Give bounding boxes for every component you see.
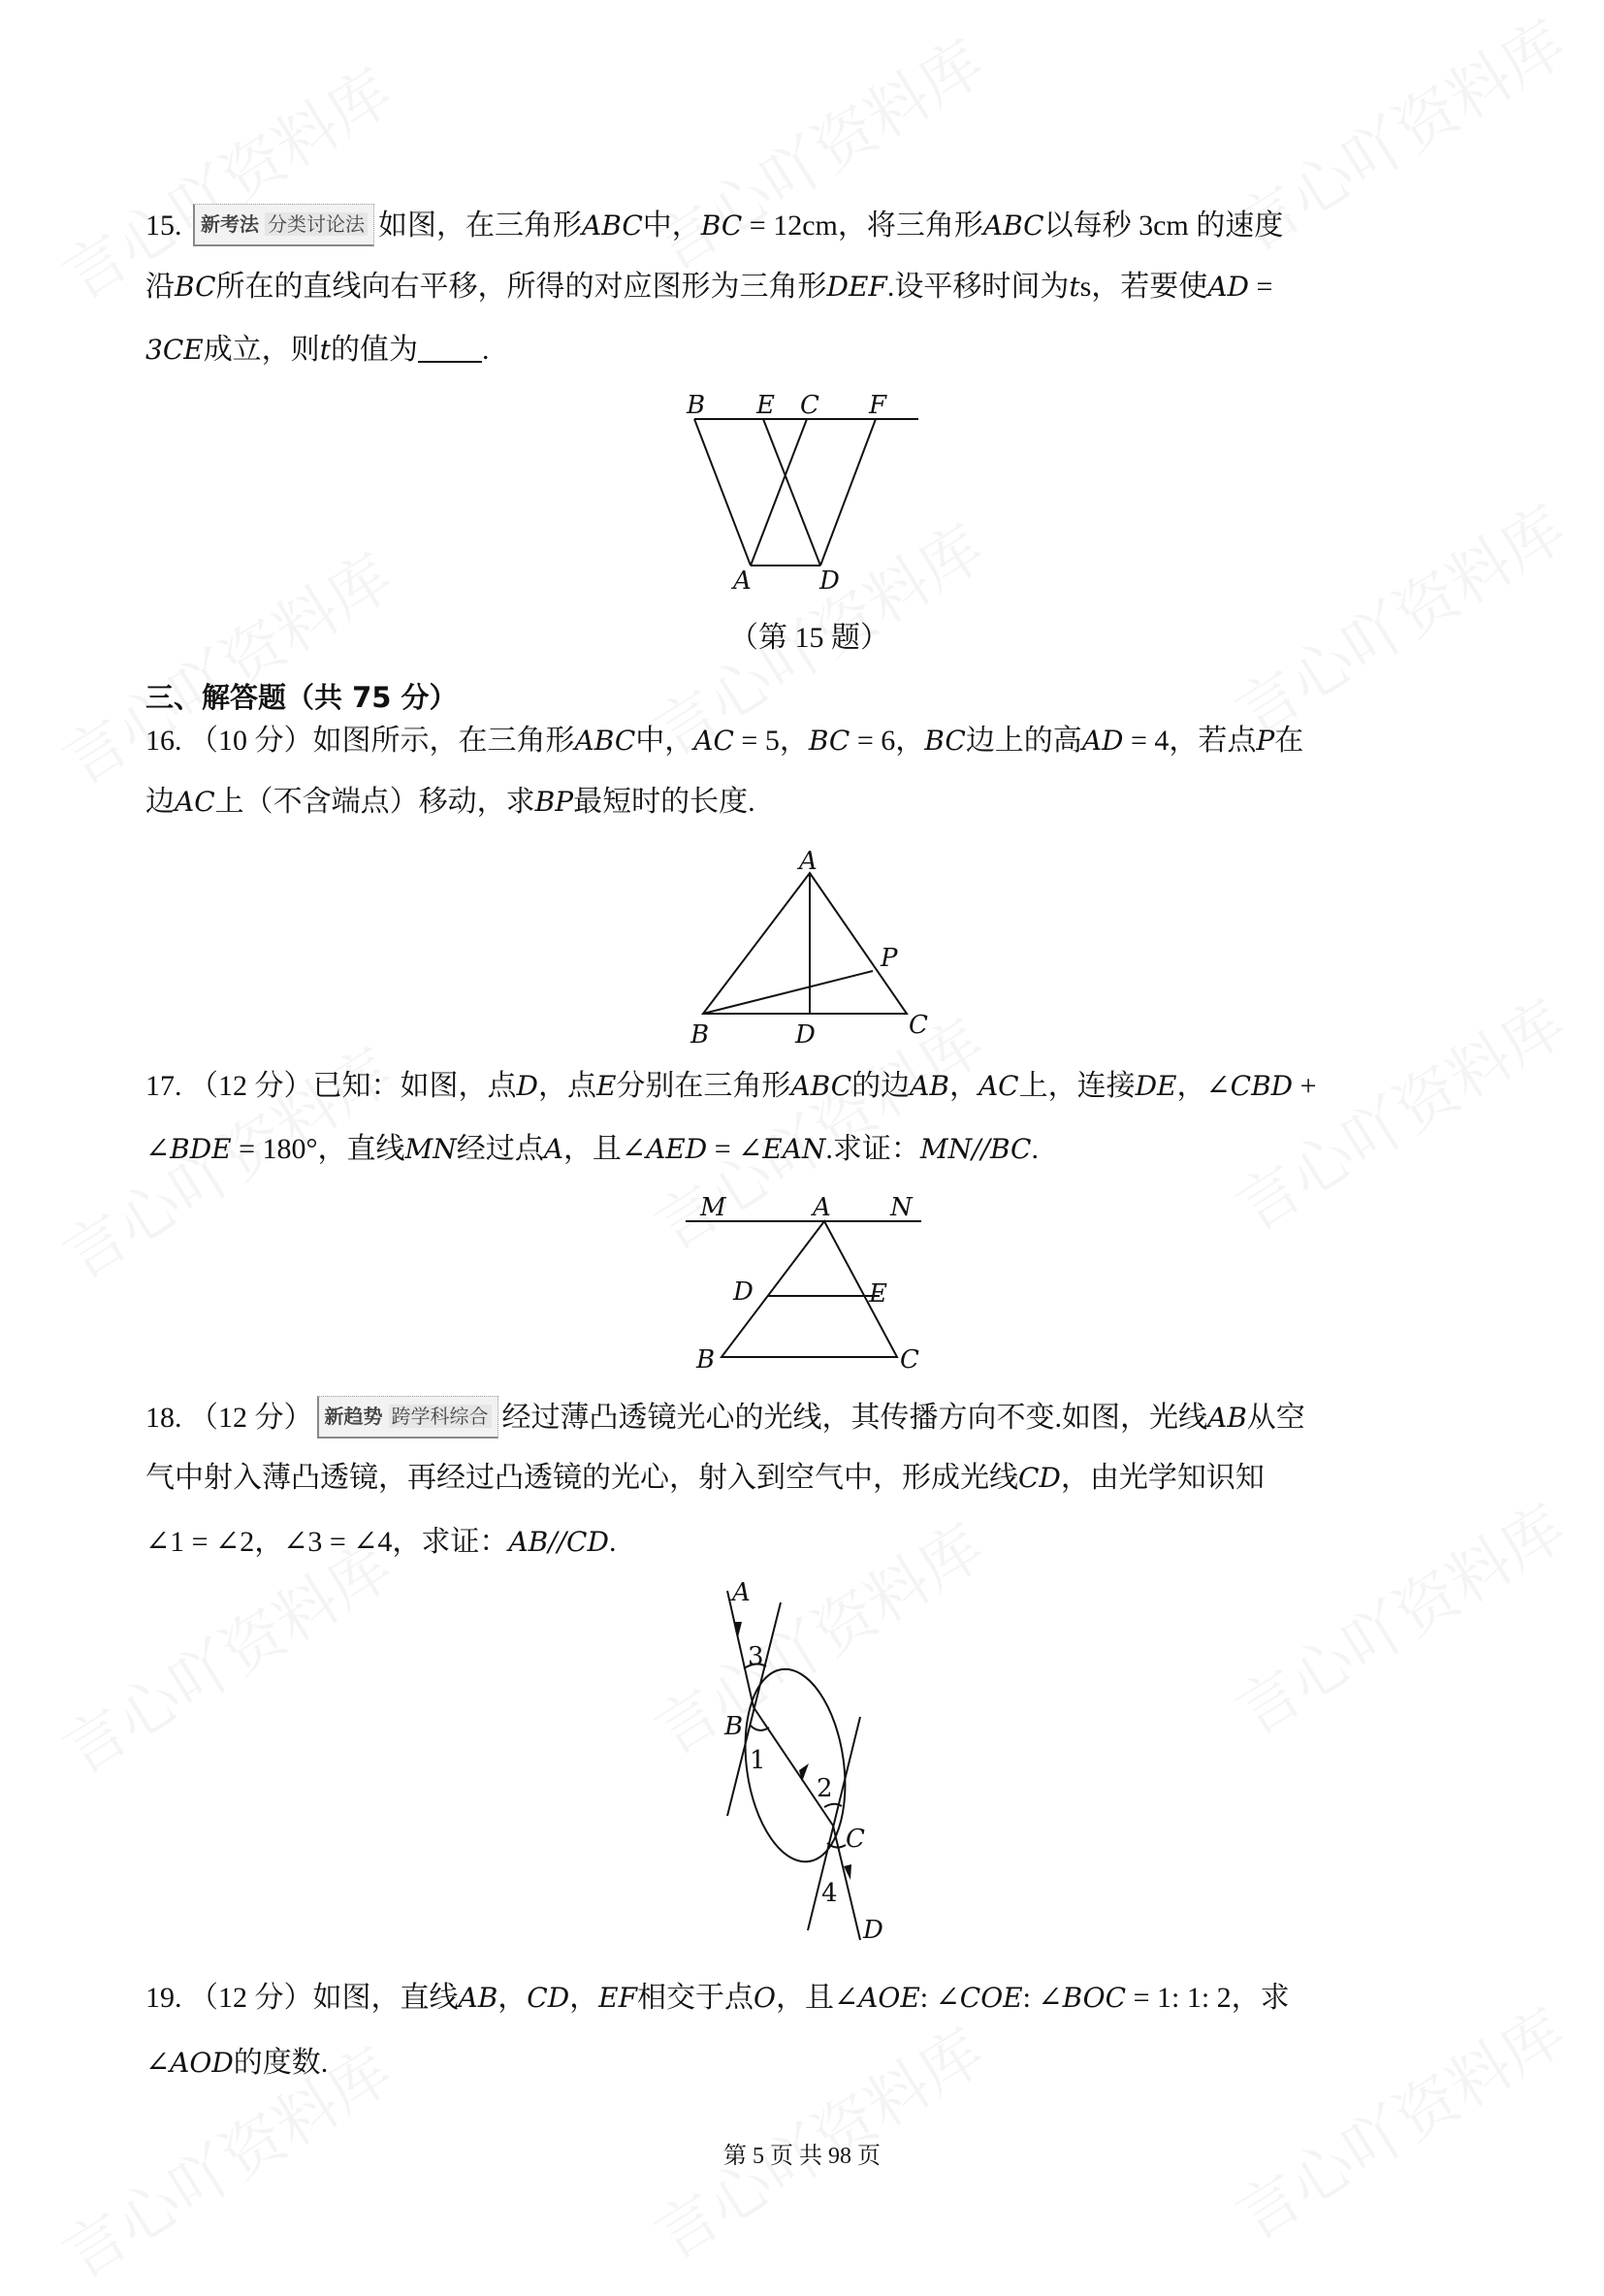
angle-3-label: 3 bbox=[748, 1642, 764, 1671]
q19-line-1 bbox=[145, 1979, 1290, 2018]
text-segment: ， bbox=[948, 1070, 978, 1102]
math-expression: CD bbox=[1018, 1462, 1061, 1494]
text-segment: = 12cm，将三角形 bbox=[742, 210, 983, 242]
text-segment: ， bbox=[497, 1982, 528, 2014]
text-segment: = 180°，直线 bbox=[231, 1133, 405, 1165]
label-F: F bbox=[869, 391, 887, 420]
label-B: B bbox=[687, 391, 706, 420]
math-expression: AOD bbox=[170, 2047, 234, 2079]
math-expression: BC bbox=[924, 725, 966, 757]
math-expression: ABC bbox=[790, 1070, 852, 1102]
label-B: B bbox=[696, 1345, 716, 1374]
text-segment: 从空 bbox=[1246, 1402, 1305, 1434]
text-segment: 的值为 bbox=[330, 334, 418, 366]
text-segment: . bbox=[481, 334, 490, 366]
text-segment: 的边 bbox=[851, 1070, 911, 1102]
text-segment: ∠ bbox=[145, 1133, 171, 1165]
math-expression: EAN bbox=[762, 1133, 826, 1165]
math-expression: ABC bbox=[982, 210, 1044, 242]
text-segment: = 6， bbox=[850, 725, 925, 757]
text-segment: 上（不含端点）移动，求 bbox=[214, 786, 535, 818]
text-segment: 19. （12 分）如图，直线 bbox=[145, 1982, 459, 2014]
text-segment: 成立，则 bbox=[203, 334, 320, 366]
text-segment: 边 bbox=[145, 786, 175, 818]
label-A: A bbox=[813, 1193, 831, 1222]
text-segment: 18. （12 分） bbox=[145, 1402, 313, 1434]
text-segment: 15. bbox=[145, 210, 189, 242]
math-expression: BOC bbox=[1062, 1982, 1127, 2014]
text-segment: 气中射入薄凸透镜，再经过凸透镜的光心，射入到空气中，形成光线 bbox=[145, 1462, 1018, 1494]
math-expression: D bbox=[516, 1070, 538, 1102]
label-D: D bbox=[819, 566, 840, 596]
tag-primary: 新趋势 bbox=[324, 1405, 383, 1428]
page-footer: 第 5 页 共 98 页 bbox=[723, 2144, 881, 2169]
math-expression: AD bbox=[1081, 725, 1124, 757]
text-segment: 中， bbox=[635, 725, 694, 757]
text-segment: 所在的直线向右平移，所得的对应图形为三角形 bbox=[215, 271, 827, 303]
text-segment: = 4，若点 bbox=[1123, 725, 1257, 757]
text-segment: ∠1 = ∠2，∠3 = ∠4，求证： bbox=[145, 1526, 509, 1558]
text-segment: : ∠ bbox=[1022, 1982, 1063, 2014]
math-expression: AOE bbox=[858, 1982, 920, 2014]
math-expression: DE bbox=[1135, 1070, 1177, 1102]
figure-caption-q15: （第 15 题） bbox=[729, 622, 889, 654]
text-segment: 沿 bbox=[145, 271, 175, 303]
label-N: N bbox=[890, 1193, 913, 1222]
math-expression: P bbox=[1256, 725, 1275, 757]
label-E: E bbox=[869, 1279, 887, 1309]
math-expression: ABC bbox=[574, 725, 636, 757]
text-segment: 以每秒 3cm 的速度 bbox=[1043, 210, 1284, 242]
text-segment: : ∠ bbox=[919, 1982, 960, 2014]
text-segment: 经过薄凸透镜光心的光线，其传播方向不变.如图，光线 bbox=[501, 1402, 1207, 1434]
text-segment: ，∠ bbox=[1176, 1070, 1231, 1102]
angle-4-label: 4 bbox=[821, 1879, 838, 1908]
label-D: D bbox=[863, 1916, 883, 1945]
label-E: E bbox=[756, 391, 775, 420]
math-expression: AB bbox=[910, 1070, 949, 1102]
text-segment: = bbox=[1248, 271, 1273, 303]
math-expression: 3CE bbox=[145, 334, 204, 366]
math-expression: MN bbox=[404, 1133, 457, 1165]
text-segment: + bbox=[1293, 1070, 1317, 1102]
text-segment: ∠ bbox=[145, 2047, 171, 2079]
label-D: D bbox=[795, 1020, 816, 1050]
label-D: D bbox=[733, 1277, 754, 1307]
q19-line-2 bbox=[145, 2044, 328, 2083]
math-expression: BDE bbox=[170, 1133, 232, 1165]
text-segment: 相交于点 bbox=[637, 1982, 754, 2014]
label-P: P bbox=[881, 944, 898, 973]
math-expression: AB bbox=[458, 1982, 498, 2014]
tag-primary: 新考法 bbox=[201, 212, 259, 236]
label-C: C bbox=[900, 1345, 919, 1374]
text-segment: . bbox=[1031, 1133, 1039, 1165]
math-expression: CD bbox=[527, 1982, 570, 2014]
math-expression: AB//CD bbox=[508, 1526, 609, 1558]
text-segment: . bbox=[608, 1526, 617, 1558]
text-segment: = 5， bbox=[733, 725, 809, 757]
math-expression: A bbox=[543, 1133, 563, 1165]
text-segment: 最短时的长度. bbox=[573, 786, 755, 818]
math-expression: AB bbox=[1207, 1402, 1247, 1434]
math-expression: EF bbox=[598, 1982, 638, 2014]
label-A: A bbox=[733, 566, 752, 596]
text-segment: 16. （10 分）如图所示，在三角形 bbox=[145, 725, 575, 757]
text-segment: 经过点 bbox=[456, 1133, 544, 1165]
text-segment: 上，连接 bbox=[1018, 1070, 1136, 1102]
text-segment: = ∠ bbox=[707, 1133, 763, 1165]
tag-secondary: 分类讨论法 bbox=[265, 212, 368, 236]
text-segment: = 1: 1: 2，求 bbox=[1126, 1982, 1290, 2014]
math-expression: BP bbox=[534, 786, 574, 818]
tag-secondary: 跨学科综合 bbox=[389, 1405, 492, 1428]
label-A: A bbox=[799, 847, 818, 876]
label-C: C bbox=[909, 1011, 928, 1040]
text-segment: 17. （12 分）已知：如图，点 bbox=[145, 1070, 517, 1102]
text-segment: 在 bbox=[1274, 725, 1304, 757]
text-segment: ，点 bbox=[537, 1070, 596, 1102]
angle-1-label: 1 bbox=[750, 1746, 766, 1775]
text-segment: .设平移时间为 bbox=[886, 271, 1070, 303]
text-segment: ，且∠ bbox=[562, 1133, 647, 1165]
math-expression: AD bbox=[1207, 271, 1249, 303]
math-expression: BC bbox=[808, 725, 850, 757]
text-segment: s，若要使 bbox=[1079, 271, 1208, 303]
label-A: A bbox=[732, 1578, 751, 1607]
label-C: C bbox=[846, 1825, 865, 1854]
math-expression: BC bbox=[700, 210, 743, 242]
math-expression: MN//BC bbox=[919, 1133, 1032, 1165]
section-heading: 三、解答题（共 75 分） bbox=[145, 681, 458, 714]
text-segment: ， bbox=[569, 1982, 599, 2014]
text-segment: 中， bbox=[642, 210, 701, 242]
math-expression: BC bbox=[175, 271, 216, 303]
label-M: M bbox=[700, 1193, 726, 1222]
math-expression: ABC bbox=[582, 210, 643, 242]
angle-2-label: 2 bbox=[817, 1774, 833, 1803]
math-expression: t bbox=[319, 334, 331, 366]
text-segment: 的度数. bbox=[233, 2047, 329, 2079]
text-segment: 如图，在三角形 bbox=[378, 210, 582, 242]
math-expression: CBD bbox=[1230, 1070, 1294, 1102]
math-expression: COE bbox=[959, 1982, 1023, 2014]
math-expression: E bbox=[595, 1070, 617, 1102]
text-segment: ，由光学知识知 bbox=[1060, 1462, 1265, 1494]
label-C: C bbox=[800, 391, 819, 420]
math-expression: O bbox=[754, 1982, 777, 2014]
text-segment: 边上的高 bbox=[965, 725, 1082, 757]
text-segment: .求证： bbox=[825, 1133, 920, 1165]
text-segment: ，且∠ bbox=[776, 1982, 859, 2014]
math-expression: AC bbox=[978, 1070, 1019, 1102]
label-B: B bbox=[690, 1020, 710, 1050]
math-expression: t bbox=[1069, 271, 1080, 303]
math-expression: DEF bbox=[826, 271, 887, 303]
math-expression: AC bbox=[693, 725, 734, 757]
math-expression: AC bbox=[175, 786, 215, 818]
label-B: B bbox=[724, 1712, 744, 1741]
math-expression: AED bbox=[646, 1133, 708, 1165]
text-segment: 分别在三角形 bbox=[616, 1070, 791, 1102]
